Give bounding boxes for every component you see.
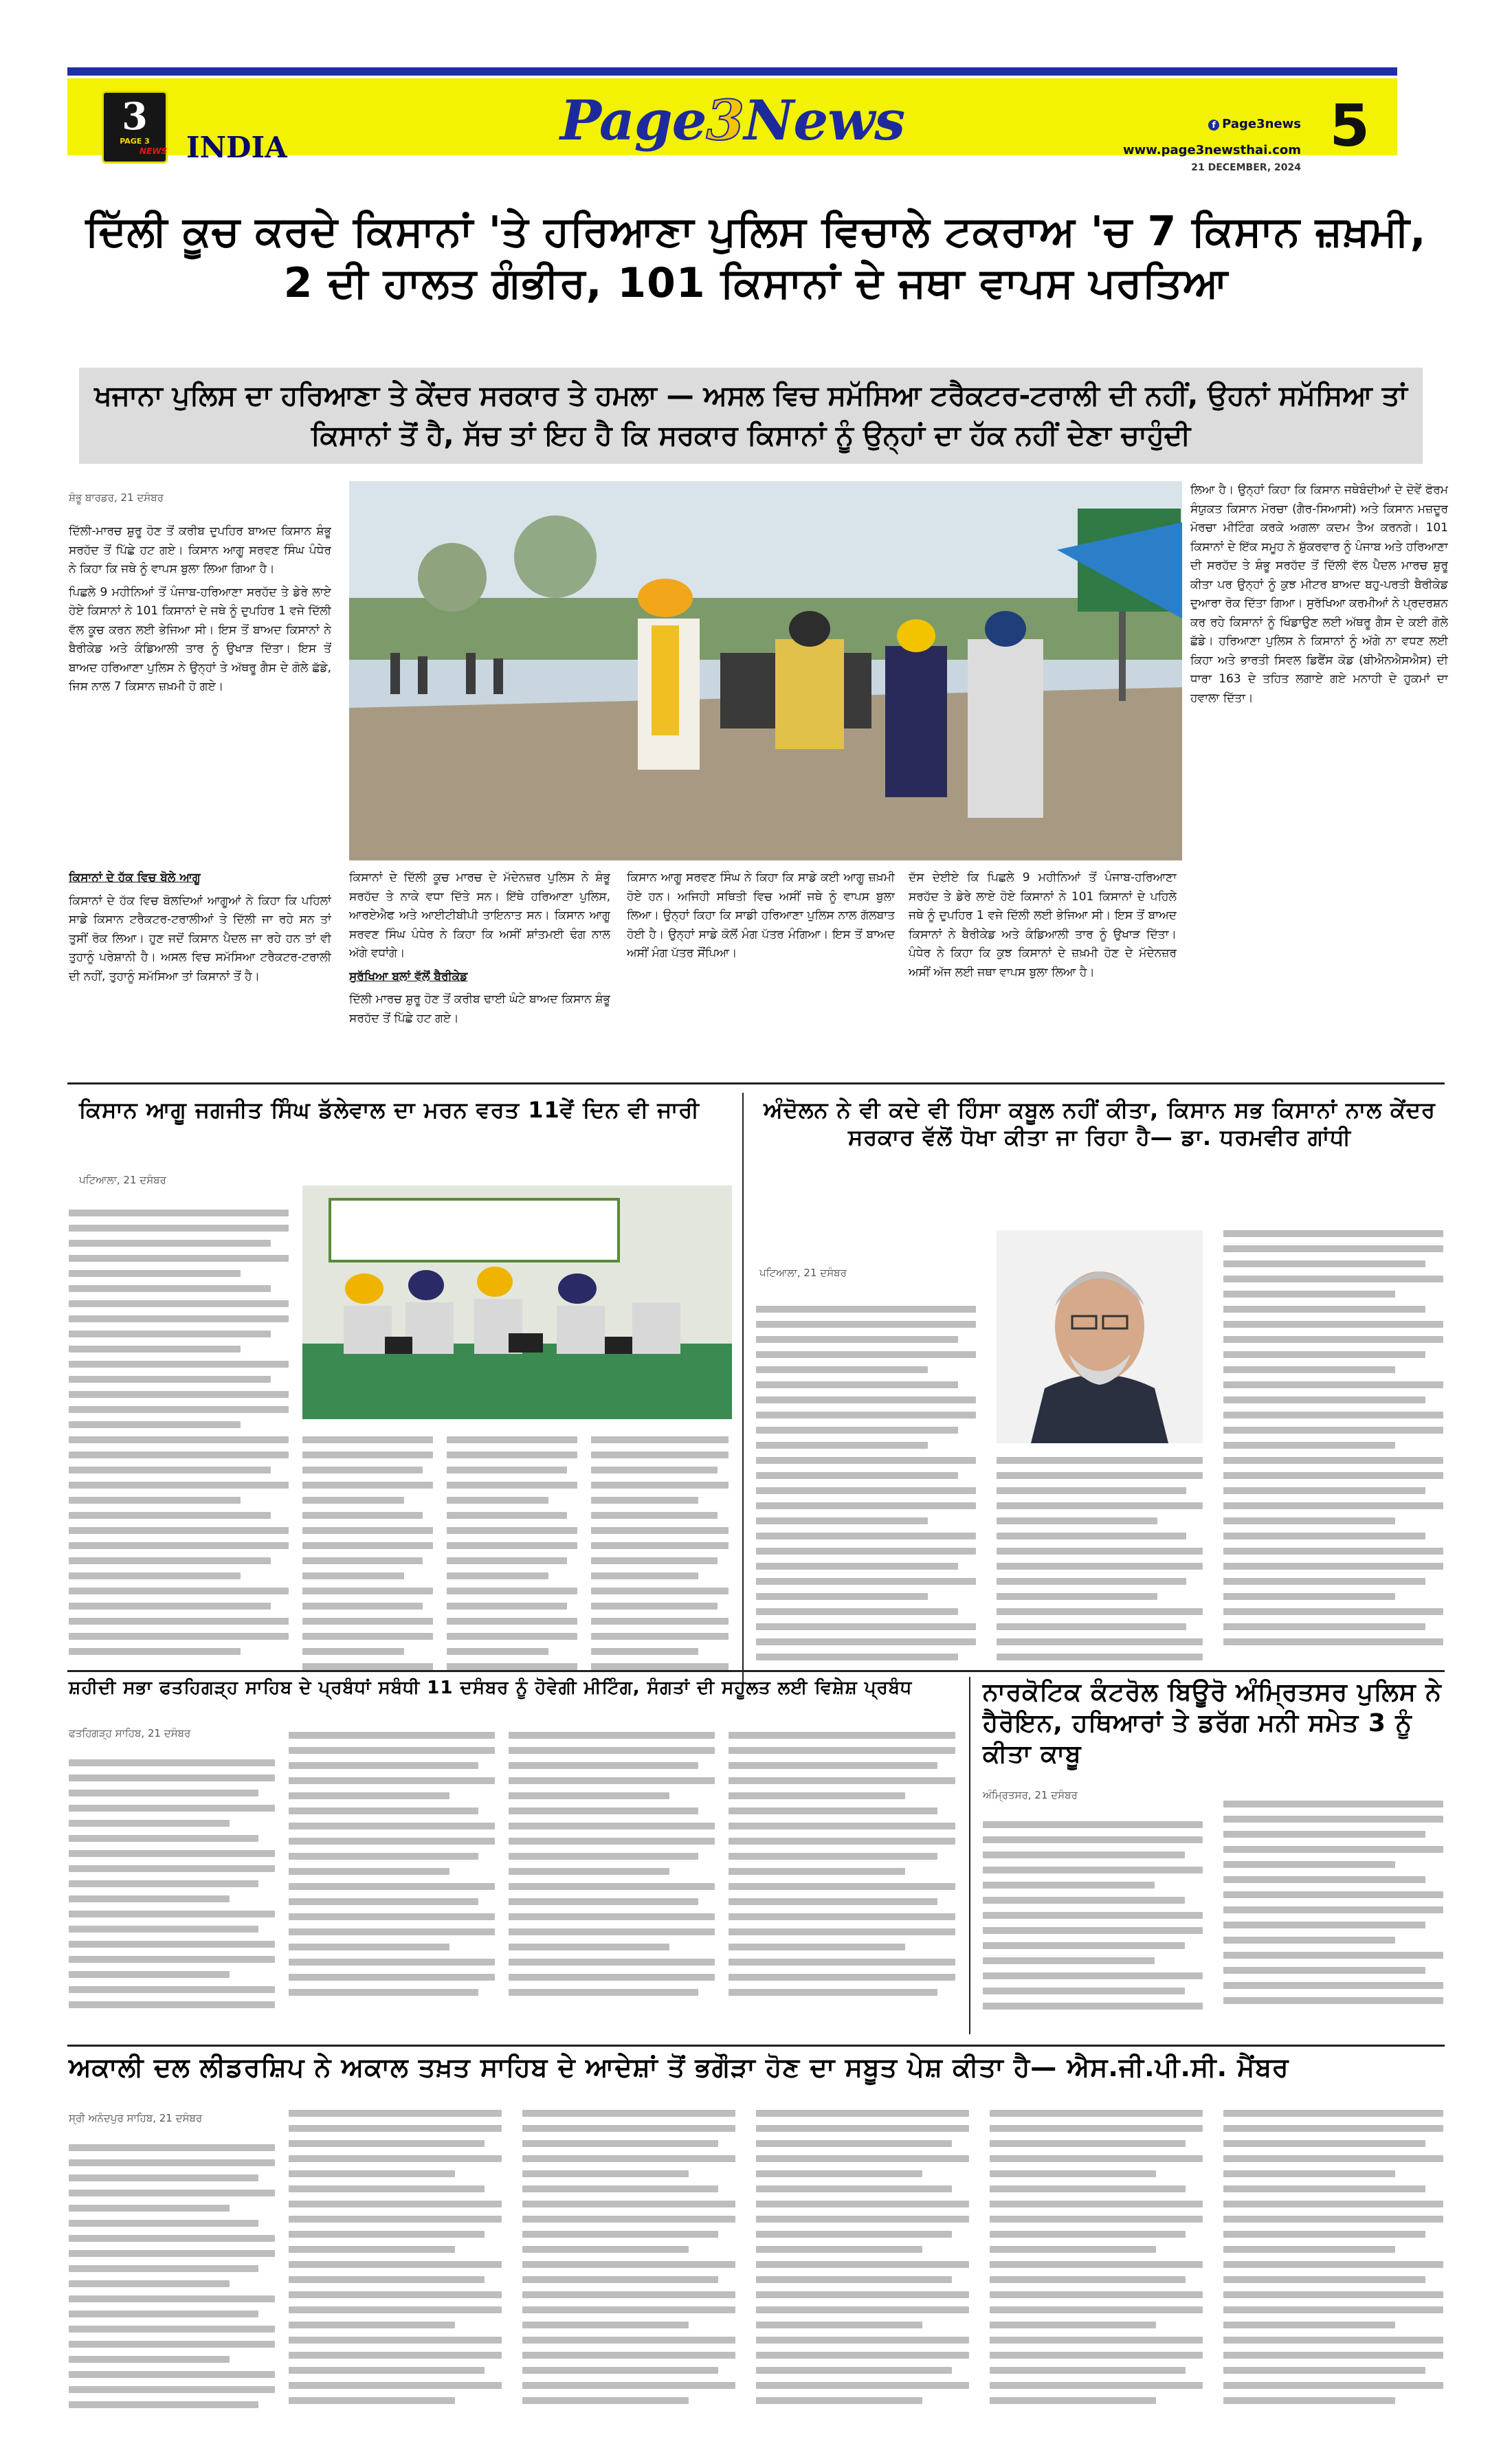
story2-col3-text (447, 1436, 577, 1691)
lead-col4-text: ਦੱਸ ਦੇਈਏ ਕਿ ਪਿਛਲੇ 9 ਮਹੀਨਿਆਂ ਤੋਂ ਪੰਜਾਬ-ਹਰਿਆਣਾ ਸਰਹੱਦ ਤੇ ਡੇਰੇ ਲਾਏ ਹੋਏ ਕਿਸਾਨਾਂ ਨੇ 101 ਕਿਸਾਨਾਂ ਦੇ ਪਹਿਲੇ ਜਥੇ ਨੂੰ ਦੁਪਹਿਰ 1 ਵਜੇ ਦਿੱਲੀ ਲਈ ਭੇਜਿਆ ਸੀ। ਇਸ ਤੋਂ ਬਾਅਦ ਕਿਸਾਨਾਂ ਨੇ ਬੈਰੀਕੇਡ ਅਤੇ ਕੰਡਿਆਲੀ ਤਾਰ ਨੂੰ ਉਖਾੜ ਦਿੱਤਾ। ਪੰਧੇਰ ਨੇ ਕਿਹਾ ਕਿ ਕੁਝ ਕਿਸਾਨਾਂ ਦੇ ਜ਼ਖ਼ਮੀ ਹੋਣ ਦੇ ਮੱਦੇਨਜ਼ਰ ਅਸੀਂ ਅੱਜ ਲਈ ਜਥਾ ਵਾਪਸ ਬੁਲਾ ਲਿਆ ਹੈ। (909, 871, 1177, 979)
story4-col4-text (729, 1732, 955, 2034)
story2-photo-press-conference (302, 1186, 732, 1419)
lead-subhead: ਖਜਾਨਾ ਪੁਲਿਸ ਦਾ ਹਰਿਆਣਾ ਤੇ ਕੇਂਦਰ ਸਰਕਾਰ ਤੇ ਹਮਲਾ — ਅਸਲ ਵਿਚ ਸਮੱਸਿਆ ਟਰੈਕਟਰ-ਟਰਾਲੀ ਦੀ ਨਹੀਂ, ਉਹਨਾਂ ਸਮੱਸਿਆ ਤਾਂ ਕਿਸਾਨਾਂ ਤੋਂ ਹੈ, ਸੱਚ ਤਾਂ ਇਹ ਹੈ ਕਿ ਸਰਕਾਰ ਕਿਸਾਨਾਂ ਨੂੰ ਉਨ੍ਹਾਂ ਦਾ ਹੱਕ ਨਹੀਂ ਦੇਣਾ ਚਾਹੁੰਦੀ (94, 380, 1408, 452)
lead-col4 (909, 869, 1177, 1068)
lead-col3 (627, 869, 895, 1068)
page-number: 5 (1329, 92, 1370, 159)
masthead-top-rule (67, 71, 1397, 76)
story5-col1-text (983, 1821, 1203, 2034)
story2-byline: ਪਟਿਆਲਾ, 21 ਦਸੰਬਰ (79, 1174, 166, 1186)
social-handle (1208, 117, 1301, 131)
lead-headline: ਦਿੱਲੀ ਕੂਚ ਕਰਦੇ ਕਿਸਾਨਾਂ 'ਤੇ ਹਰਿਆਣਾ ਪੁਲਿਸ ਵਿਚਾਲੇ ਟਕਰਾਅ 'ਚ 7 ਕਿਸਾਨ ਜ਼ਖ਼ਮੀ, 2 ਦੀ ਹਾਲਤ ਗੰਭੀਰ, 101 ਕਿਸਾਨਾਂ ਦੇ ਜਥਾ ਵਾਪਸ ਪਰਤਿਆ (85, 208, 1427, 307)
facebook-icon: f (1208, 120, 1219, 131)
story4-col1-text (69, 1759, 275, 2034)
lead-col2-text2: ਦਿੱਲੀ ਮਾਰਚ ਸ਼ੁਰੂ ਹੋਣ ਤੋਂ ਕਰੀਬ ਢਾਈ ਘੰਟੇ ਬਾਅਦ ਕਿਸਾਨ ਸ਼ੰਭੂ ਸਰਹੱਦ ਤੋਂ ਪਿੱਛੇ ਹਟ ਗਏ। (349, 992, 610, 1025)
story3-photo-portrait (997, 1230, 1203, 1443)
lead-col1-subhead: ਕਿਸਾਨਾਂ ਦੇ ਹੱਕ ਵਿਚ ਬੋਲੇ ਆਗੂ (69, 871, 201, 884)
story4-byline: ਫਤਹਿਗੜ੍ਹ ਸਾਹਿਬ, 21 ਦਸੰਬਰ (69, 1727, 191, 1739)
lead-byline: ਸ਼ੰਭੂ ਬਾਰਡਰ, 21 ਦਸੰਬਰ (69, 491, 164, 504)
lead-col3-text: ਕਿਸਾਨ ਆਗੂ ਸਰਵਣ ਸਿੰਘ ਨੇ ਕਿਹਾ ਕਿ ਸਾਡੇ ਕਈ ਆਗੂ ਜ਼ਖ਼ਮੀ ਹੋਏ ਹਨ। ਅਜਿਹੀ ਸਥਿਤੀ ਵਿਚ ਅਸੀਂ ਜਥੇ ਨੂੰ ਵਾਪਸ ਬੁਲਾ ਲਿਆ। ਉਨ੍ਹਾਂ ਕਿਹਾ ਕਿ ਸਾਡੀ ਹਰਿਆਣਾ ਪੁਲਿਸ ਨਾਲ ਗੱਲਬਾਤ ਹੋਈ ਹੈ। ਉਨ੍ਹਾਂ ਸਾਡੇ ਕੋਲੋਂ ਮੰਗ ਪੱਤਰ ਮੰਗਿਆ। ਇਸ ਤੋਂ ਬਾਅਦ ਅਸੀਂ ਮੰਗ ਪੱਤਰ ਸੌਂਪਿਆ। (627, 871, 895, 961)
section-divider-2 (67, 1670, 1445, 1672)
logo-news: NEWS (140, 146, 168, 156)
story4-col2-text (289, 1732, 495, 2034)
lead-photo-farmers-protest (349, 481, 1182, 860)
masthead (67, 67, 1397, 173)
lead-subhead-box (79, 368, 1423, 464)
lead-right-text: ਲਿਆ ਹੈ। ਉਨ੍ਹਾਂ ਕਿਹਾ ਕਿ ਕਿਸਾਨ ਜਥੇਬੰਦੀਆਂ ਦੇ ਦੋਵੇਂ ਫੋਰਮ ਸੰਯੁਕਤ ਕਿਸਾਨ ਮੋਰਚਾ (ਗੈਰ-ਸਿਆਸੀ) ਅਤੇ ਕਿਸਾਨ ਮਜ਼ਦੂਰ ਮੋਰਚਾ ਮੀਟਿੰਗ ਕਰਕੇ ਅਗਲਾ ਕਦਮ ਤੈਅ ਕਰਨਗੇ। 101 ਕਿਸਾਨਾਂ ਦੇ ਇੱਕ ਸਮੂਹ ਨੇ ਸ਼ੁੱਕਰਵਾਰ ਨੂੰ ਪੰਜਾਬ ਅਤੇ ਹਰਿਆਣਾ ਦੀ ਸਰਹੱਦ ਤੇ ਸ਼ੰਭੂ ਸਰਹੱਦ ਤੋਂ ਦਿੱਲੀ ਵੱਲ ਪੈਦਲ ਮਾਰਚ ਸ਼ੁਰੂ ਕੀਤਾ ਪਰ ਉਨ੍ਹਾਂ ਨੂੰ ਕੁਝ ਮੀਟਰ ਬਾਅਦ ਬਹੁ-ਪਰਤੀ ਬੈਰੀਕੇਡ ਦੁਆਰਾ ਰੋਕ ਦਿੱਤਾ ਗਿਆ। ਸੁਰੱਖਿਆ ਕਰਮੀਆਂ ਨੇ ਪ੍ਰਦਰਸ਼ਨ ਕਰ ਰਹੇ ਕਿਸਾਨਾਂ ਨੂੰ ਖਿੰਡਾਉਣ ਲਈ ਅੱਥਰੂ ਗੈਸ ਦੇ ਕਈ ਗੋਲੇ ਛੱਡੇ। ਹਰਿਆਣਾ ਪੁਲਿਸ ਨੇ ਕਿਸਾਨਾਂ ਨੂੰ ਅੱਗੇ ਨਾ ਵਧਣ ਲਈ ਕਿਹਾ ਅਤੇ ਭਾਰਤੀ ਸਿਵਲ ਡਿਫੈਂਸ ਕੋਡ (ਬੀਐਨਐਸਐਸ) ਦੀ ਧਾਰਾ 163 ਦੇ ਤਹਿਤ ਲਗਾਏ ਗਏ ਮਨਾਹੀ ਦੇ ਹੁਕਮਾਂ ਦਾ ਹਵਾਲਾ ਦਿੱਤਾ। (1190, 483, 1448, 705)
logo-sub: PAGE 3 (120, 137, 150, 146)
story5-col2-text (1223, 1801, 1443, 2034)
column-rule-2 (969, 1677, 970, 2034)
lead-col1-p3: ਕਿਸਾਨਾਂ ਦੇ ਹੱਕ ਵਿਚ ਬੋਲਦਿਆਂ ਆਗੂਆਂ ਨੇ ਕਿਹਾ ਕਿ ਪਹਿਲਾਂ ਸਾਡੇ ਕਿਸਾਨ ਟਰੈਕਟਰ-ਟਰਾਲੀਆਂ ਤੇ ਦਿੱਲੀ ਜਾ ਰਹੇ ਸਨ ਤਾਂ ਤੁਸੀਂ ਰੋਕ ਲਿਆ। ਹੁਣ ਜਦੋਂ ਕਿਸਾਨ ਪੈਦਲ ਜਾ ਰਹੇ ਹਨ ਤਾਂ ਵੀ ਤੁਹਾਨੂੰ ਪਰੇਸ਼ਾਨੀ ਹੈ। ਅਸਲ ਵਿਚ ਸਮੱਸਿਆ ਟਰੈਕਟਰ-ਟਰਾਲੀ ਦੀ ਨਹੀਂ, ਤੁਹਾਨੂੰ ਸਮੱਸਿਆ ਤਾਂ ਕਿਸਾਨਾਂ ਤੋਂ ਹੈ। (69, 893, 331, 983)
story6-col2-text (289, 2110, 502, 2433)
story5-byline: ਅੰਮ੍ਰਿਤਸਰ, 21 ਦਸੰਬਰ (983, 1789, 1078, 1801)
lead-col2-text: ਕਿਸਾਨਾਂ ਦੇ ਦਿੱਲੀ ਕੂਚ ਮਾਰਚ ਦੇ ਮੱਦੇਨਜ਼ਰ ਪੁਲਿਸ ਨੇ ਸ਼ੰਭੂ ਸਰਹੱਦ ਤੇ ਨਾਕੇ ਵਧਾ ਦਿੱਤੇ ਸਨ। ਇੱਥੇ ਹਰਿਆਣਾ ਪੁਲਿਸ, ਆਰਏਐਫ ਅਤੇ ਆਈਟੀਬੀਪੀ ਤਾਇਨਾਤ ਸਨ। ਕਿਸਾਨ ਆਗੂ ਸਰਵਣ ਸਿੰਘ ਪੰਧੇਰ ਨੇ ਕਿਹਾ ਕਿ ਅਸੀਂ ਸ਼ਾਂਤਮਈ ਢੰਗ ਨਾਲ ਅੱਗੇ ਵਧਾਂਗੇ। (349, 871, 610, 961)
lead-col1 (69, 522, 331, 866)
title-mid: 3 (706, 88, 744, 153)
story2-col4-text (591, 1436, 729, 1691)
story6-col3-text (522, 2110, 735, 2433)
social-text: Page3news (1222, 117, 1301, 131)
lead-col1-lower (69, 869, 331, 1068)
column-rule-1 (742, 1093, 744, 1691)
story3-col1-text (756, 1306, 976, 1691)
story3-headline: ਅੰਦੋਲਨ ਨੇ ਵੀ ਕਦੇ ਵੀ ਹਿੰਸਾ ਕਬੂਲ ਨਹੀਂ ਕੀਤਾ, ਕਿਸਾਨ ਸਭ ਕਿਸਾਨਾਂ ਨਾਲ ਕੇਂਦਰ ਸਰਕਾਰ ਵੱਲੋਂ ਧੋਖਾ ਕੀਤਾ ਜਾ ਰਿਹਾ ਹੈ— ਡਾ. ਧਰਮਵੀਰ ਗਾਂਧੀ (764, 1097, 1436, 1150)
story6-headline: ਅਕਾਲੀ ਦਲ ਲੀਡਰਸ਼ਿਪ ਨੇ ਅਕਾਲ ਤਖ਼ਤ ਸਾਹਿਬ ਦੇ ਆਦੇਸ਼ਾਂ ਤੋਂ ਭਗੌੜਾ ਹੋਣ ਦਾ ਸਬੂਤ ਪੇਸ਼ ਕੀਤਾ ਹੈ— ਐਸ.ਜੀ.ਪੀ.ਸੀ. ਮੈਂਬਰ (69, 2052, 1289, 2082)
edition-label: INDIA (186, 131, 287, 164)
logo-digit: 3 (122, 94, 148, 138)
title-post: News (744, 88, 905, 153)
story2-headline: ਕਿਸਾਨ ਆਗੂ ਜਗਜੀਤ ਸਿੰਘ ਡੱਲੇਵਾਲ ਦਾ ਮਰਨ ਵਰਤ 11ਵੇਂ ਦਿਨ ਵੀ ਜਾਰੀ (79, 1097, 700, 1123)
masthead-bar (67, 78, 1397, 173)
section-divider-1 (67, 1082, 1445, 1084)
story2-photo-drawing (302, 1186, 732, 1419)
story2-col2-text (302, 1436, 433, 1691)
lead-col2 (349, 869, 610, 1068)
story3-photo-drawing (997, 1230, 1203, 1443)
story5-headline: ਨਾਰਕੋਟਿਕ ਕੰਟਰੋਲ ਬਿਊਰੋ ਅੰਮ੍ਰਿਤਸਰ ਪੁਲਿਸ ਨੇ ਹੈਰੋਇਨ, ਹਥਿਆਰਾਂ ਤੇ ਡਰੱਗ ਮਨੀ ਸਮੇਤ 3 ਨੂੰ ਕੀਤਾ ਕਾਬੂ (983, 1678, 1442, 1768)
story3-col3-text (1223, 1230, 1443, 1691)
story3-byline: ਪਟਿਆਲਾ, 21 ਦਸੰਬਰ (759, 1267, 847, 1279)
lead-col1-p1: ਦਿੱਲੀ-ਮਾਰਚ ਸ਼ੁਰੂ ਹੋਣ ਤੋਂ ਕਰੀਬ ਦੁਪਹਿਰ ਬਾਅਦ ਕਿਸਾਨ ਸ਼ੰਭੂ ਸਰਹੱਦ ਤੋਂ ਪਿੱਛੇ ਹਟ ਗਏ। ਕਿਸਾਨ ਆਗੂ ਸਰਵਣ ਸਿੰਘ ਪੰਧੇਰ ਨੇ ਕਿਹਾ ਕਿ ਜਥੇ ਨੂੰ ਵਾਪਸ ਬੁਲਾ ਲਿਆ ਗਿਆ ਹੈ। (69, 524, 331, 577)
lead-col2-subhead: ਸੁਰੱਖਿਆ ਬਲਾਂ ਵੱਲੋਂ ਬੈਰੀਕੇਡ (349, 969, 468, 983)
lead-photo-drawing (349, 481, 1182, 860)
lead-right-col (1190, 481, 1448, 1072)
story2-col1-text (69, 1210, 289, 1691)
story6-col6-text (1223, 2110, 1443, 2433)
lead-col1-p2: ਪਿਛਲੇ 9 ਮਹੀਨਿਆਂ ਤੋਂ ਪੰਜਾਬ-ਹਰਿਆਣਾ ਸਰਹੱਦ ਤੇ ਡੇਰੇ ਲਾਏ ਹੋਏ ਕਿਸਾਨਾਂ ਨੇ 101 ਕਿਸਾਨਾਂ ਦੇ ਜਥੇ ਨੂੰ ਦੁਪਹਿਰ 1 ਵਜੇ ਦਿੱਲੀ ਵੱਲ ਕੂਚ ਕਰਨ ਲਈ ਭੇਜਿਆ ਸੀ। ਇਸ ਤੋਂ ਬਾਅਦ ਕਿਸਾਨਾਂ ਨੇ ਬੈਰੀਕੇਡ ਅਤੇ ਕੰਡਿਆਲੀ ਤਾਰ ਨੂੰ ਉਖਾੜ ਦਿੱਤਾ। ਇਸ ਤੋਂ ਬਾਅਦ ਹਰਿਆਣਾ ਪੁਲਿਸ ਨੇ ਉਨ੍ਹਾਂ ਤੇ ਅੱਥਰੂ ਗੈਸ ਦੇ ਗੋਲੇ ਛੱਡੇ, ਜਿਸ ਨਾਲ 7 ਕਿਸਾਨ ਜ਼ਖ਼ਮੀ ਹੋ ਗਏ। (69, 585, 331, 694)
story6-col5-text (990, 2110, 1203, 2433)
story4-headline: ਸ਼ਹੀਦੀ ਸਭਾ ਫਤਹਿਗੜ੍ਹ ਸਾਹਿਬ ਦੇ ਪ੍ਰਬੰਧਾਂ ਸਬੰਧੀ 11 ਦਸੰਬਰ ਨੂੰ ਹੋਵੇਗੀ ਮੀਟਿੰਗ, ਸੰਗਤਾਂ ਦੀ ਸਹੂਲਤ ਲਈ ਵਿਸ਼ੇਸ਼ ਪ੍ਰਬੰਧ (69, 1678, 913, 1698)
story6-col1-text (69, 2144, 275, 2433)
story4-col3-text (509, 1732, 715, 2034)
title-pre: Page (559, 88, 707, 153)
section-divider-3 (67, 2045, 1445, 2047)
website-url: www.page3newsthai.com (1123, 143, 1301, 157)
story3-col2-text (997, 1457, 1203, 1691)
story6-col4-text (756, 2110, 969, 2433)
story6-byline: ਸ੍ਰੀ ਅਨੰਦਪੁਰ ਸਾਹਿਬ, 21 ਦਸੰਬਰ (69, 2112, 203, 2124)
issue-date: 21 DECEMBER, 2024 (1191, 162, 1301, 173)
